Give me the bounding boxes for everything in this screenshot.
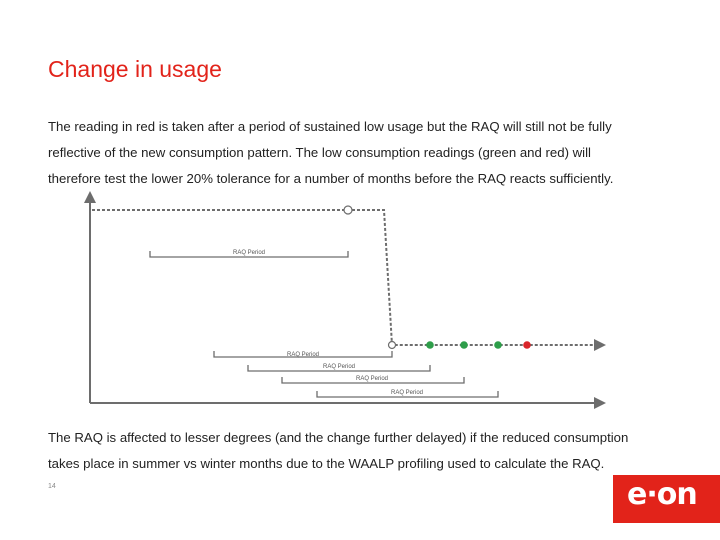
- intro-line: The reading in red is taken after a period of sustained low usage but the RAQ will still not be fully: [48, 119, 612, 134]
- low-reading-green-dot: [494, 341, 502, 349]
- raq-period-label: RAQ Period: [286, 352, 320, 358]
- eon-logo: [613, 475, 720, 523]
- intro-line: therefore test the lower 20% tolerance for a number of months before the RAQ reacts sufficiently.: [48, 171, 614, 186]
- raq-period-label: RAQ Period: [355, 376, 389, 382]
- logo-wordmark: e·on: [627, 477, 697, 512]
- high-reading-dot: [344, 206, 352, 214]
- footer-paragraph: [48, 425, 688, 477]
- slide-title: Change in usage: [48, 56, 222, 82]
- low-reading-green-dot: [426, 341, 434, 349]
- footer-line: takes place in summer vs winter months due to the WAALP profiling used to calculate the RAQ.: [48, 456, 605, 471]
- footer-line: The RAQ is affected to lesser degrees (and the change further delayed) if the reduced consumption: [48, 430, 629, 445]
- raq-period-label: RAQ Period: [322, 364, 356, 370]
- intro-line: reflective of the new consumption pattern. The low consumption readings (green and red) will: [48, 145, 591, 160]
- low-reading-red-dot: [523, 341, 531, 349]
- low-reading-green-dot: [460, 341, 468, 349]
- page-number: 14: [48, 483, 56, 490]
- consumption-line: [92, 210, 600, 345]
- raq-period-label: RAQ Period: [390, 390, 424, 396]
- raq-period-label: RAQ Period: [232, 250, 266, 256]
- transition-reading-dot: [389, 342, 396, 349]
